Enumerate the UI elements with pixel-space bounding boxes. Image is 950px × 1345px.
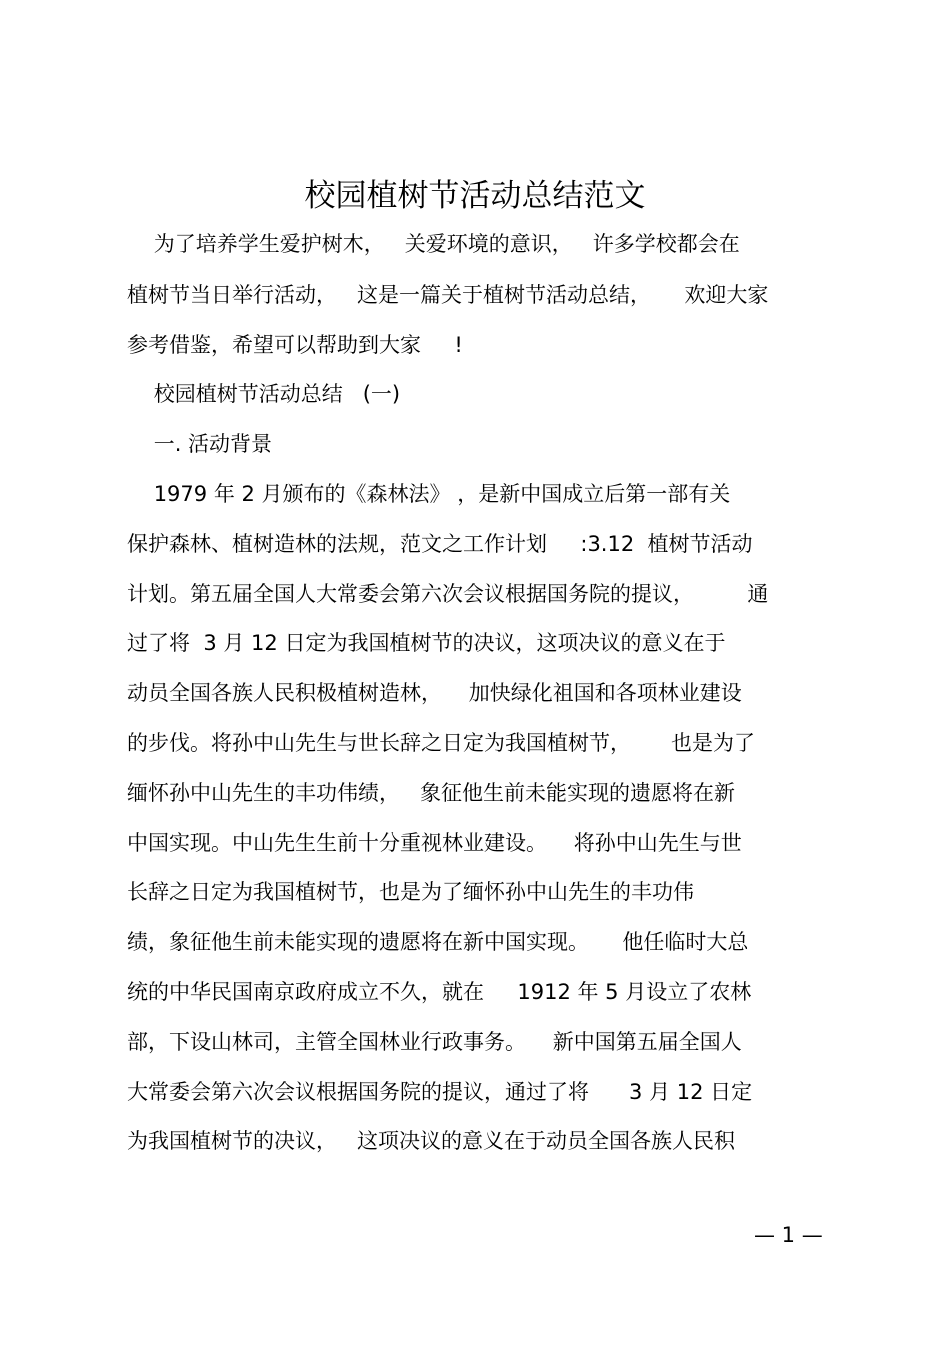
body-line: 植树节当日举行活动， 这是一篇关于植树节活动总结， 欢迎大家 bbox=[127, 283, 769, 307]
body-line: 计划。第五届全国人大常委会第六次会议根据国务院的提议， 通 bbox=[127, 582, 769, 606]
body-line: 绩，象征他生前未能实现的遗愿将在新中国实现。 他任临时大总 bbox=[127, 930, 749, 954]
document-title: 校园植树节活动总结范文 bbox=[304, 178, 646, 214]
body-line: 参考借鉴，希望可以帮助到大家 ! bbox=[127, 333, 463, 357]
section-heading: 校园植树节活动总结 (一) bbox=[127, 382, 401, 406]
body-line: 缅怀孙中山先生的丰功伟绩， 象征他生前未能实现的遗愿将在新 bbox=[127, 781, 736, 805]
body-line: 大常委会第六次会议根据国务院的提议，通过了将 3 月 12 日定 bbox=[127, 1080, 753, 1104]
body-line: 部，下设山林司，主管全国林业行政事务。 新中国第五届全国人 bbox=[127, 1030, 742, 1054]
body-line: 动员全国各族人民积极植树造林， 加快绿化祖国和各项林业建设 bbox=[127, 681, 742, 705]
subsection-heading: 一. 活动背景 bbox=[127, 432, 273, 456]
body-line: 为了培养学生爱护树木， 关爱环境的意识， 许多学校都会在 bbox=[127, 232, 740, 256]
body-line: 中国实现。中山先生生前十分重视林业建设。 将孙中山先生与世 bbox=[127, 831, 742, 855]
body-line: 的步伐。将孙中山先生与世长辞之日定为我国植树节， 也是为了 bbox=[127, 731, 756, 755]
body-line: 过了将 3 月 12 日定为我国植树节的决议，这项决议的意义在于 bbox=[127, 631, 726, 655]
body-line: 长辞之日定为我国植树节，也是为了缅怀孙中山先生的丰功伟 bbox=[127, 880, 694, 904]
body-line: 统的中华民国南京政府成立不久，就在 1912 年 5 月设立了农林 bbox=[127, 980, 752, 1004]
body-line: 为我国植树节的决议， 这项决议的意义在于动员全国各族人民积 bbox=[127, 1129, 736, 1153]
body-line: 1979 年 2 月颁布的《森林法》 ，是新中国成立后第一部有关 bbox=[127, 482, 731, 506]
body-line: 保护森林、植树造林的法规，范文之工作计划 :3.12 植树节活动 bbox=[127, 532, 753, 556]
page-number: — 1 — bbox=[754, 1223, 823, 1247]
